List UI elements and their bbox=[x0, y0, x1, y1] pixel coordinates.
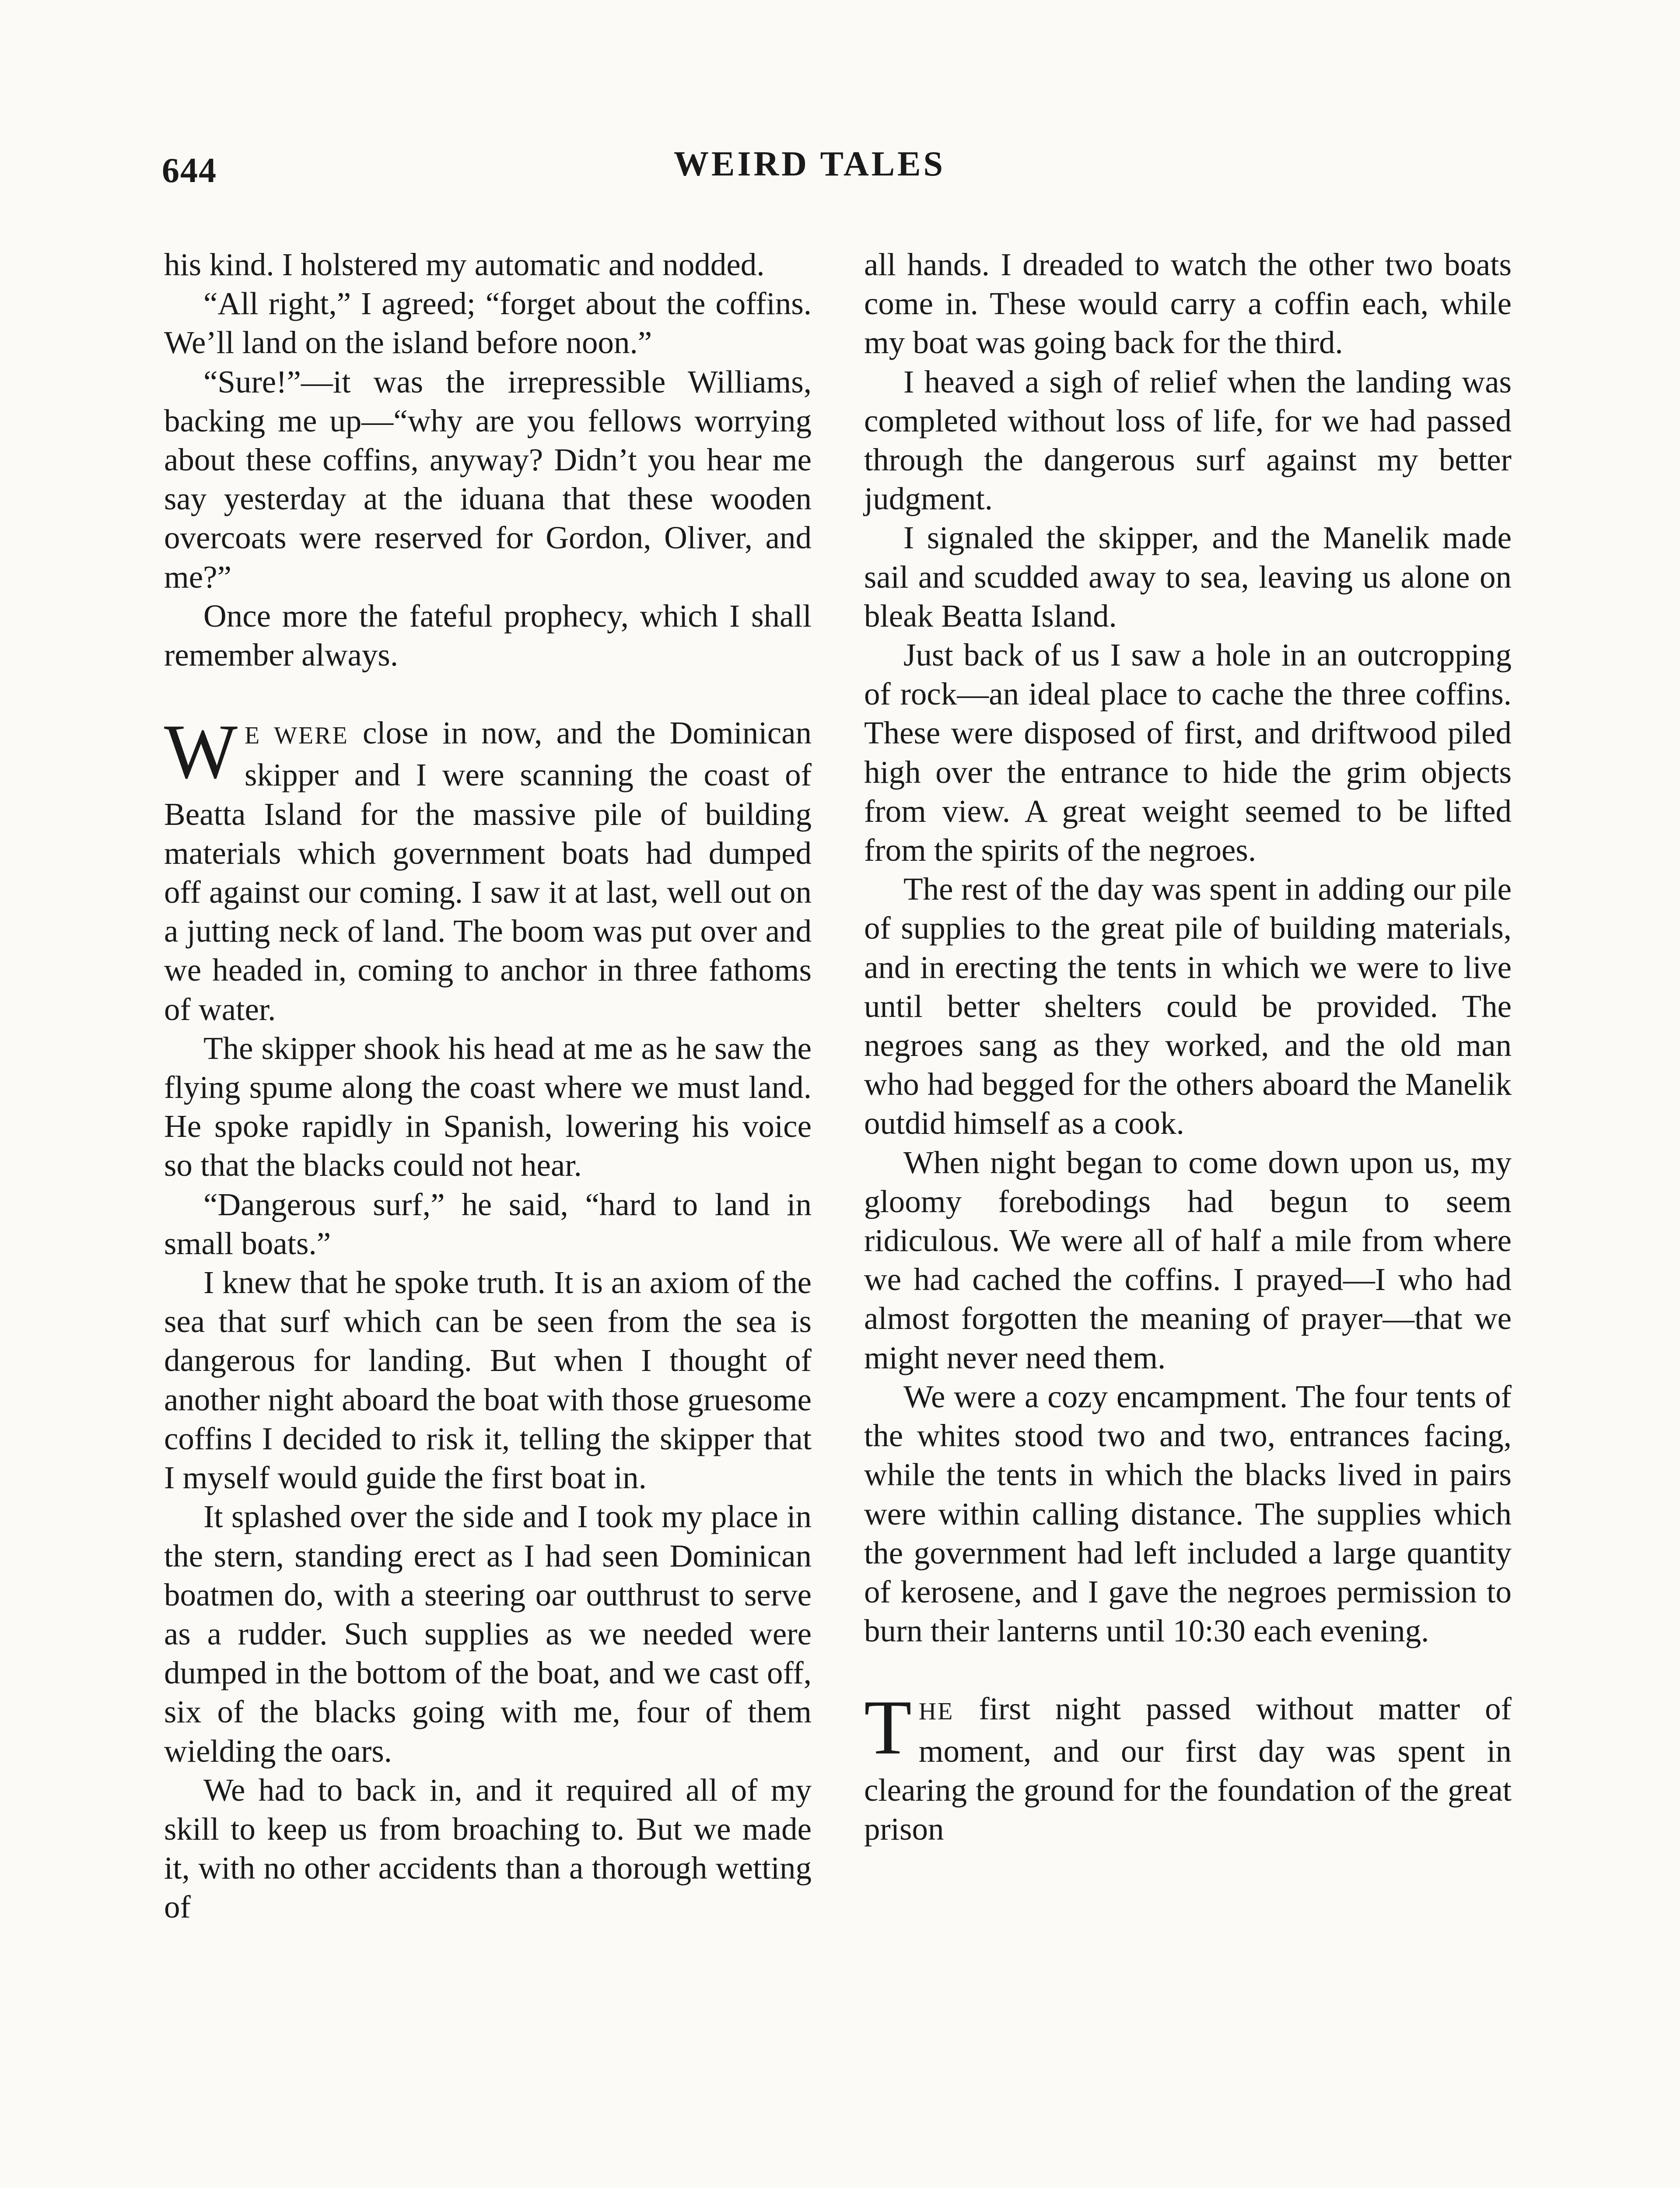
paragraph-text: first night passed without matter of moment, and our first day was spent in clearing the ground for the foundation of the great prison bbox=[864, 1691, 1512, 1847]
paragraph: The rest of the day was spent in adding our pile of supplies to the great pile of building materials, and in erecting the tents in which we were to live until better shelters could be provided. The negroes sang as they worked, and the old man who had begged for the others aboard the Manelik outdid himself as a cook. bbox=[864, 871, 1512, 1141]
paragraph: Just back of us I saw a hole in an outcropping of rock—an ideal place to cache the three coffins. These were disposed of first, and driftwood piled high over the entrance to hide the grim objects from view. A great weight seemed to be lifted from the spirits of the negroes. bbox=[864, 637, 1512, 868]
paragraph: It splashed over the side and I took my place in the stern, standing erect as I had seen Dominican boatmen do, with a steering oar outthrust to serve as a rudder. Such supplies as we needed were dumped in the bottom of the boat, and we cast off, six of the blacks going with me, four of them wielding the oars. bbox=[164, 1499, 812, 1769]
small-caps-lead: HE bbox=[918, 1698, 954, 1725]
paragraph: We were a cozy encampment. The four tents of the whites stood two and two, entrances facing, while the tents in which the blacks lived in pairs were within calling distance. The supplies which the government had left included a large quantity of kerosene, and I gave the negroes permission to burn their lanterns until 10:30 each evening. bbox=[864, 1378, 1512, 1649]
paragraph: his kind. I holstered my automatic and nodded. bbox=[164, 247, 765, 282]
page-number: 644 bbox=[162, 151, 217, 190]
paragraph: I knew that he spoke truth. It is an axiom of the sea that surf which can be seen from the sea is dangerous for landing. But when I thought of another night aboard the boat with those gruesome coffins I decided to risk it, telling the skipper that I myself would guide the first boat in. bbox=[164, 1265, 812, 1496]
paragraph: We had to back in, and it required all of my skill to keep us from broaching to. But we made it, with no other accidents than a thorough wetting of bbox=[164, 1772, 812, 1925]
running-head: WEIRD TALES bbox=[674, 145, 945, 183]
paragraph-text: close in now, and the Dominican skipper and I were scanning the coast of Beatta Island for the massive pile of building materials which government boats had dumped off against our coming. I saw it at last, well out on a jutting neck of land. The boom was put over and we headed in, coming to anchor in three fathoms of water. bbox=[164, 715, 812, 1027]
section-paragraph bbox=[164, 708, 812, 1029]
paragraph: When night began to come down upon us, my gloomy forebodings had begun to seem ridiculous. We were all of half a mile from where we had cached the coffins. I prayed—I who had almost forgotten the meaning of prayer—that we might never need them. bbox=[864, 1144, 1512, 1375]
paragraph: “Sure!”—it was the irrepressible Williams, backing me up—“why are you fellows worrying about these coffins, anyway? Didn’t you hear me say yesterday at the iduana that these wooden overcoats were reserved for Gordon, Oliver, and me?” bbox=[164, 364, 812, 595]
drop-cap: W bbox=[164, 708, 238, 795]
right-column bbox=[864, 245, 1512, 1848]
drop-cap: T bbox=[864, 1684, 912, 1771]
left-column bbox=[164, 245, 812, 1927]
section-paragraph bbox=[864, 1684, 1512, 1848]
paragraph: Once more the fateful prophecy, which I shall remember always. bbox=[164, 598, 812, 673]
paragraph: “Dangerous surf,” he said, “hard to land in small boats.” bbox=[164, 1186, 812, 1261]
paragraph: all hands. I dreaded to watch the other two boats come in. These would carry a coffin each, while my boat was going back for the third. bbox=[864, 247, 1512, 361]
paragraph: “All right,” I agreed; “forget about the coffins. We’ll land on the island before noon.” bbox=[164, 286, 812, 361]
paragraph: I heaved a sigh of relief when the landing was completed without loss of life, for we had passed through the dangerous surf against my better judgment. bbox=[864, 364, 1512, 517]
paragraph: I signaled the skipper, and the Manelik made sail and scudded away to sea, leaving us alone on bleak Beatta Island. bbox=[864, 520, 1512, 634]
paragraph: The skipper shook his head at me as he saw the flying spume along the coast where we must land. He spoke rapidly in Spanish, lowering his voice so that the blacks could not hear. bbox=[164, 1030, 812, 1183]
small-caps-lead: E WERE bbox=[245, 722, 349, 750]
